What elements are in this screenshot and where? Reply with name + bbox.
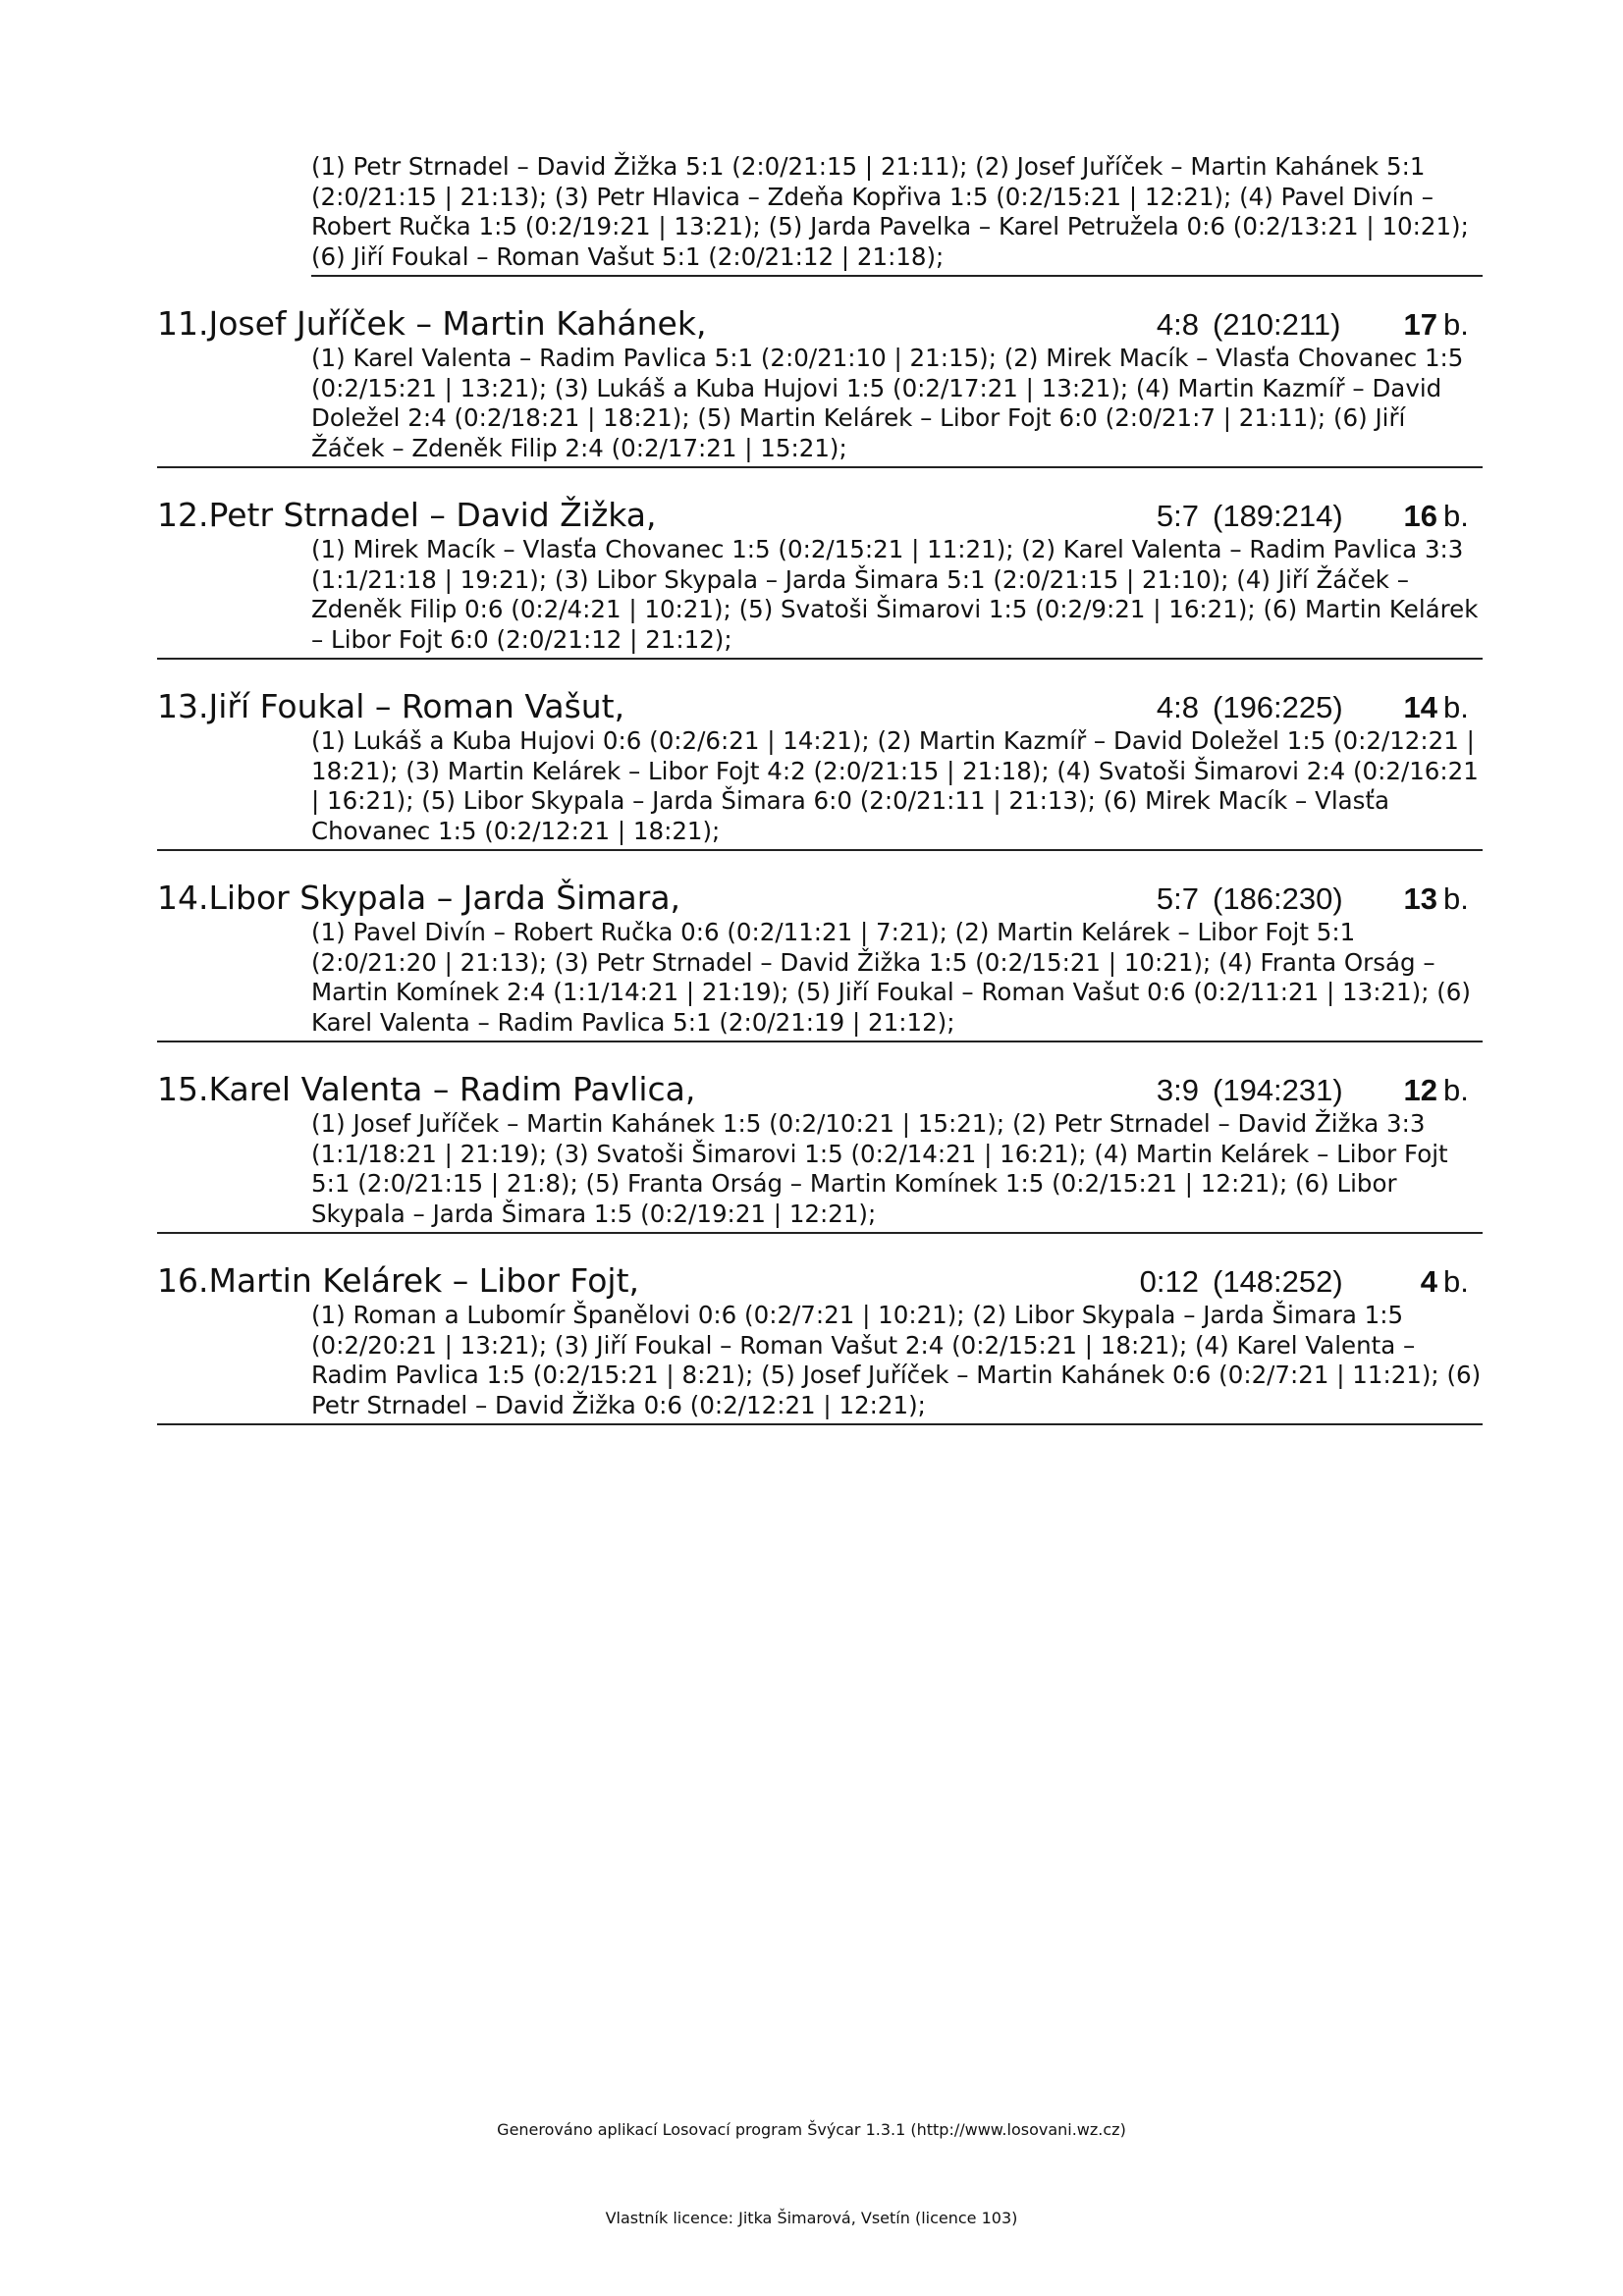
- points-value: 12: [1403, 1073, 1437, 1107]
- match-list: (1) Roman a Lubomír Španělovi 0:6 (0:2/7:21 | 10:21); (2) Libor Skypala – Jarda Šimara 1:5 (0:2/20:21 | 13:21); (3) Jiří Foukal – Roman Vašut 2:4 (0:2/15:21 | 18:21); (4) Karel Valenta – Radim Pavlica 1:5 (0:2/15:21 | 8:21); (5) Josef Juříček – Martin Kahánek 0:6 (0:2/7:21 | 11:21); (6) Petr Strnadel – David Žižka 0:6 (0:2/12:21 | 12:21);: [311, 1301, 1482, 1419]
- match-record: 5:7: [1156, 499, 1199, 533]
- entry-rank: 13.: [157, 687, 209, 725]
- team-name: Libor Skypala – Jarda Šimara,: [208, 879, 681, 917]
- team-name: Jiří Foukal – Roman Vašut,: [208, 687, 625, 725]
- entry-header: [157, 304, 1483, 344]
- entry-header: [157, 879, 1483, 918]
- team-name: Josef Juříček – Martin Kahánek,: [208, 304, 707, 343]
- team-name: Karel Valenta – Radim Pavlica,: [208, 1070, 696, 1108]
- entry-header: [157, 1070, 1483, 1109]
- points-value: 17: [1403, 307, 1437, 342]
- standings-entry: [157, 1070, 1483, 1234]
- points-unit: b.: [1443, 690, 1469, 724]
- match-record: 0:12: [1139, 1264, 1199, 1299]
- team-name: Petr Strnadel – David Žižka,: [208, 496, 657, 534]
- points-unit: b.: [1443, 1264, 1469, 1299]
- points-value: 13: [1403, 881, 1437, 916]
- generator-note: Generováno aplikací Losovací program Švýcar 1.3.1 (http://www.losovani.wz.cz): [497, 2120, 1126, 2139]
- match-list: (1) Lukáš a Kuba Hujovi 0:6 (0:2/6:21 | 14:21); (2) Martin Kazmíř – David Doležel 1:5 (0:2/12:21 | 18:21); (3) Martin Kelárek – Libor Fojt 4:2 (2:0/21:15 | 21:18); (4) Svatoši Šimarovi 2:4 (0:2/16:21 | 16:21); (5) Libor Skypala – Jarda Šimara 6:0 (2:0/21:11 | 21:13); (6) Mirek Macík – Vlasťa Chovanec 1:5 (0:2/12:21 | 18:21);: [311, 726, 1479, 845]
- entry-header: [157, 687, 1483, 726]
- points-value: 4: [1420, 1264, 1437, 1299]
- ball-score: (186:230): [1213, 881, 1343, 916]
- match-list: (1) Pavel Divín – Robert Ručka 0:6 (0:2/11:21 | 7:21); (2) Martin Kelárek – Libor Fojt 5:1 (2:0/21:20 | 21:13); (3) Petr Strnadel – David Žižka 1:5 (0:2/15:21 | 10:21); (4) Franta Orság – Martin Komínek 2:4 (1:1/14:21 | 21:19); (5) Jiří Foukal – Roman Vašut 0:6 (0:2/11:21 | 13:21); (6) Karel Valenta – Radim Pavlica 5:1 (2:0/21:19 | 21:12);: [311, 918, 1471, 1037]
- entry-rank: 16.: [157, 1261, 209, 1300]
- standings-entry: [157, 496, 1483, 660]
- entry-rank: 14.: [157, 879, 209, 917]
- entry-rank: 11.: [157, 304, 209, 343]
- points-unit: b.: [1443, 1073, 1469, 1107]
- match-list: (1) Mirek Macík – Vlasťa Chovanec 1:5 (0:2/15:21 | 11:21); (2) Karel Valenta – Radim Pavlica 3:3 (1:1/21:18 | 19:21); (3) Libor Skypala – Jarda Šimara 5:1 (2:0/21:15 | 21:10); (4) Jiří Žáček – Zdeněk Filip 0:6 (0:2/4:21 | 10:21); (5) Svatoši Šimarovi 1:5 (0:2/9:21 | 16:21); (6) Martin Kelárek – Libor Fojt 6:0 (2:0/21:12 | 21:12);: [311, 535, 1479, 654]
- match-list: (1) Karel Valenta – Radim Pavlica 5:1 (2:0/21:10 | 21:15); (2) Mirek Macík – Vlasťa Chovanec 1:5 (0:2/15:21 | 13:21); (3) Lukáš a Kuba Hujovi 1:5 (0:2/17:21 | 13:21); (4) Martin Kazmíř – David Doležel 2:4 (0:2/18:21 | 18:21); (5) Martin Kelárek – Libor Fojt 6:0 (2:0/21:7 | 21:11); (6) Jiří Žáček – Zdeněk Filip 2:4 (0:2/17:21 | 15:21);: [311, 344, 1464, 462]
- match-record: 4:8: [1156, 307, 1199, 342]
- ball-score: (189:214): [1213, 499, 1343, 533]
- continuation-matches: (1) Petr Strnadel – David Žižka 5:1 (2:0/21:15 | 21:11); (2) Josef Juříček – Martin Kahánek 5:1 (2:0/21:15 | 21:13); (3) Petr Hlavica – Zdeňa Kopřiva 1:5 (0:2/15:21 | 12:21); (4) Pavel Divín – Robert Ručka 1:5 (0:2/19:21 | 13:21); (5) Jarda Pavelka – Karel Petružela 0:6 (0:2/13:21 | 10:21); (6) Jiří Foukal – Roman Vašut 5:1 (2:0/21:12 | 21:18);: [311, 152, 1483, 277]
- entry-rank: 15.: [157, 1070, 209, 1108]
- points-unit: b.: [1443, 881, 1469, 916]
- points-unit: b.: [1443, 499, 1469, 533]
- standings-entry: [157, 687, 1483, 851]
- standings-entry: [157, 879, 1483, 1042]
- ball-score: (196:225): [1213, 690, 1343, 724]
- license-note: Vlastník licence: Jitka Šimarová, Vsetín (licence 103): [605, 2209, 1018, 2227]
- points-value: 14: [1403, 690, 1437, 724]
- entry-rank: 12.: [157, 496, 209, 534]
- ball-score: (194:231): [1213, 1073, 1343, 1107]
- standings-document: [157, 152, 1483, 1425]
- match-record: 3:9: [1156, 1073, 1199, 1107]
- match-record: 4:8: [1156, 690, 1199, 724]
- standings-entry: [157, 304, 1483, 468]
- points-value: 16: [1403, 499, 1437, 533]
- match-record: 5:7: [1156, 881, 1199, 916]
- entry-header: [157, 1261, 1483, 1301]
- ball-score: (148:252): [1213, 1264, 1343, 1299]
- entry-header: [157, 496, 1483, 535]
- ball-score: (210:211): [1213, 307, 1341, 342]
- match-list: (1) Josef Juříček – Martin Kahánek 1:5 (0:2/10:21 | 15:21); (2) Petr Strnadel – David Žižka 3:3 (1:1/18:21 | 21:19); (3) Svatoši Šimarovi 1:5 (0:2/14:21 | 16:21); (4) Martin Kelárek – Libor Fojt 5:1 (2:0/21:15 | 21:8); (5) Franta Orság – Martin Komínek 1:5 (0:2/15:21 | 12:21); (6) Libor Skypala – Jarda Šimara 1:5 (0:2/19:21 | 12:21);: [311, 1109, 1448, 1228]
- team-name: Martin Kelárek – Libor Fojt,: [208, 1261, 640, 1300]
- points-unit: b.: [1443, 307, 1469, 342]
- standings-entry: [157, 1261, 1483, 1425]
